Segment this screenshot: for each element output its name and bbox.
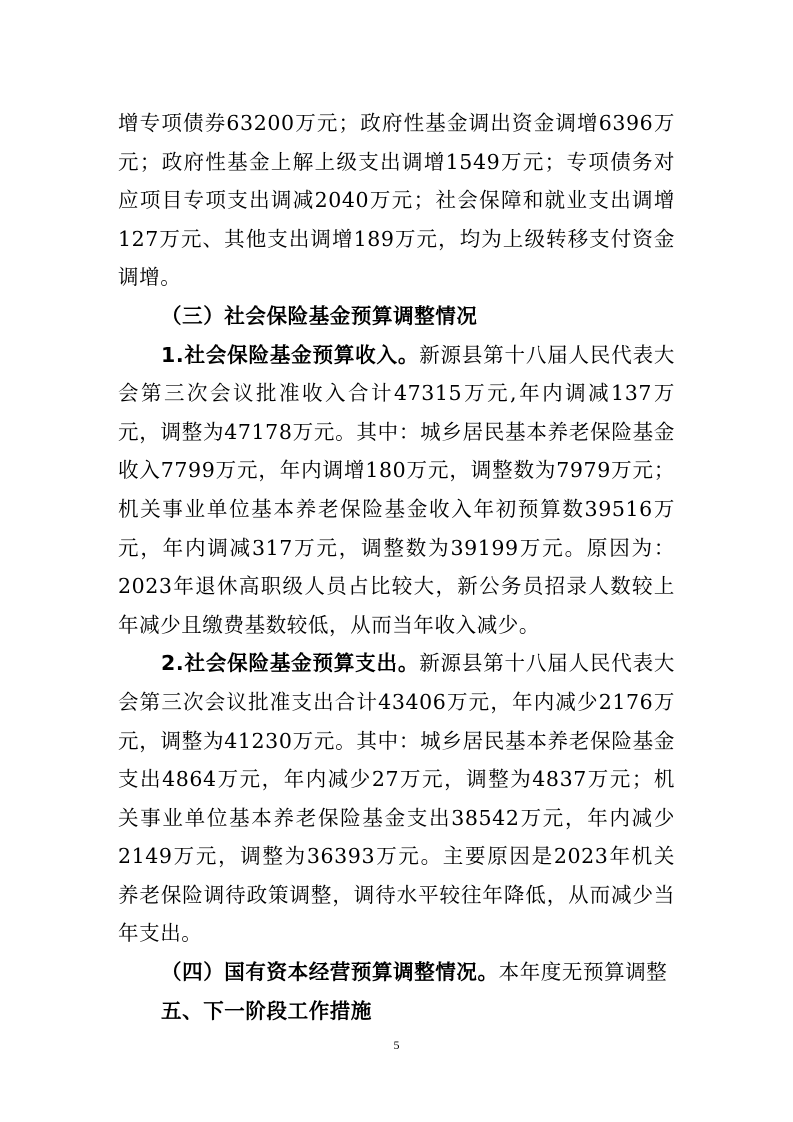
page-number: 5 [393,1038,400,1052]
continuation-paragraph: 增专项债券63200万元；政府性基金调出资金调增6396万元；政府性基金上解上级支出调增1549万元；专项债务对应项目专项支出调减2040万元；社会保障和就业支出调增127万元、其他支出调增189万元，均为上级转移支付资金调增。 [118,111,675,290]
section-4-lead: （四）国有资本经营预算调整情况。 [161,960,499,985]
document-body [118,104,675,1030]
section-4-paragraph [118,953,675,992]
section-4-text: 本年度无预算调整 [498,960,668,985]
item-1-lead: 1.社会保险基金预算收入。 [161,342,420,367]
item-2-lead: 2.社会保险基金预算支出。 [161,651,420,676]
item-2-paragraph [118,644,675,953]
section-5-heading: 五、下一阶段工作措施 [161,998,372,1023]
item-1-text: 新源县第十八届人民代表大会第三次会议批准收入合计47315万元,年内调减137万元，调整为47178万元。其中：城乡居民基本养老保险基金收入7799万元，年内调增180万元，调整数为7979万元；机关事业单位基本养老保险基金收入年初预算数39516万元，年内调减317万元，调整数为39199万元。原因为：2023年退休高职级人员占比较大，新公务员招录人数较上年减少且缴费基数较低，从而当年收入减少。 [118,342,676,637]
item-2-text: 新源县第十八届人民代表大会第三次会议批准支出合计43406万元，年内减少2176万元，调整为41230万元。其中：城乡居民基本养老保险基金支出4864万元，年内减少27万元，调整为4837万元；机关事业单位基本养老保险基金支出38542万元，年内减少2149万元，调整为36393万元。主要原因是2023年机关养老保险调待政策调整，调待水平较往年降低，从而减少当年支出。 [118,651,676,946]
item-1-paragraph [118,336,675,645]
section-3-heading: （三）社会保险基金预算调整情况 [161,303,478,328]
